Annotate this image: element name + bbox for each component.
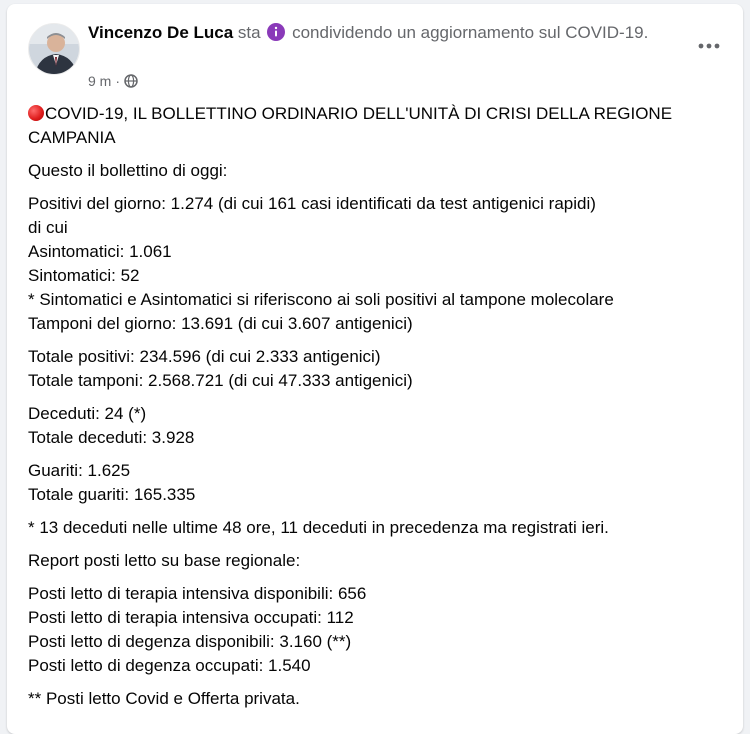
bed-line: Posti letto di terapia intensiva disponibili: 656 [28, 584, 367, 603]
report-title-paragraph [28, 549, 728, 573]
report-title: Report posti letto su base regionale: [28, 551, 301, 570]
more-options-button[interactable] [691, 30, 727, 60]
bed-line: Posti letto di degenza occupati: 1.540 [28, 656, 311, 675]
stat-line: Tamponi del giorno: 13.691 (di cui 3.607 antigenici) [28, 314, 413, 333]
stat-line: Totale guariti: 165.335 [28, 485, 196, 504]
daily-stats-paragraph [28, 192, 728, 336]
post-card [7, 4, 743, 734]
red-circle-icon [28, 105, 44, 121]
deaths-note-paragraph [28, 516, 728, 540]
meta-separator: · [115, 73, 121, 89]
stat-line: * Sintomatici e Asintomatici si riferiscono ai soli positivi al tampone molecolare [28, 290, 614, 309]
headline: COVID-19, IL BOLLETTINO ORDINARIO DELL'UNITÀ DI CRISI DELLA REGIONE CAMPANIA [28, 104, 673, 147]
deaths-paragraph [28, 402, 728, 450]
post-meta [88, 72, 138, 90]
action-text[interactable]: condividendo un aggiornamento sul COVID-19. [292, 23, 649, 42]
totals-paragraph [28, 345, 728, 393]
intro-text: Questo il bollettino di oggi: [28, 161, 228, 180]
beds-paragraph [28, 582, 728, 678]
headline-paragraph [28, 102, 728, 150]
bed-line: Posti letto di degenza disponibili: 3.160 (**) [28, 632, 352, 651]
post-header [88, 22, 678, 44]
stat-line: Deceduti: 24 (*) [28, 404, 147, 423]
beds-note: ** Posti letto Covid e Offerta privata. [28, 689, 300, 708]
globe-icon[interactable] [124, 74, 138, 88]
info-icon [267, 23, 285, 41]
stat-line: Totale tamponi: 2.568.721 (di cui 47.333 antigenici) [28, 371, 413, 390]
stat-line: Asintomatici: 1.061 [28, 242, 172, 261]
intro-paragraph [28, 159, 728, 183]
post-time[interactable]: 9 m [88, 73, 112, 89]
stat-line: Sintomatici: 52 [28, 266, 140, 285]
action-prefix: sta [237, 23, 261, 42]
beds-note-paragraph [28, 687, 728, 711]
recovered-paragraph [28, 459, 728, 507]
avatar[interactable] [28, 23, 80, 75]
author-name[interactable]: Vincenzo De Luca [88, 23, 234, 42]
stat-line: Totale positivi: 234.596 (di cui 2.333 antigenici) [28, 347, 381, 366]
stat-line: Guariti: 1.625 [28, 461, 131, 480]
deaths-note: * 13 deceduti nelle ultime 48 ore, 11 deceduti in precedenza ma registrati ieri. [28, 518, 609, 537]
more-horizontal-icon [698, 36, 720, 54]
post-content [28, 102, 728, 720]
bed-line: Posti letto di terapia intensiva occupati: 112 [28, 608, 354, 627]
stat-line: Positivi del giorno: 1.274 (di cui 161 casi identificati da test antigenici rapidi) [28, 194, 596, 213]
stat-line: di cui [28, 218, 68, 237]
stat-line: Totale deceduti: 3.928 [28, 428, 195, 447]
